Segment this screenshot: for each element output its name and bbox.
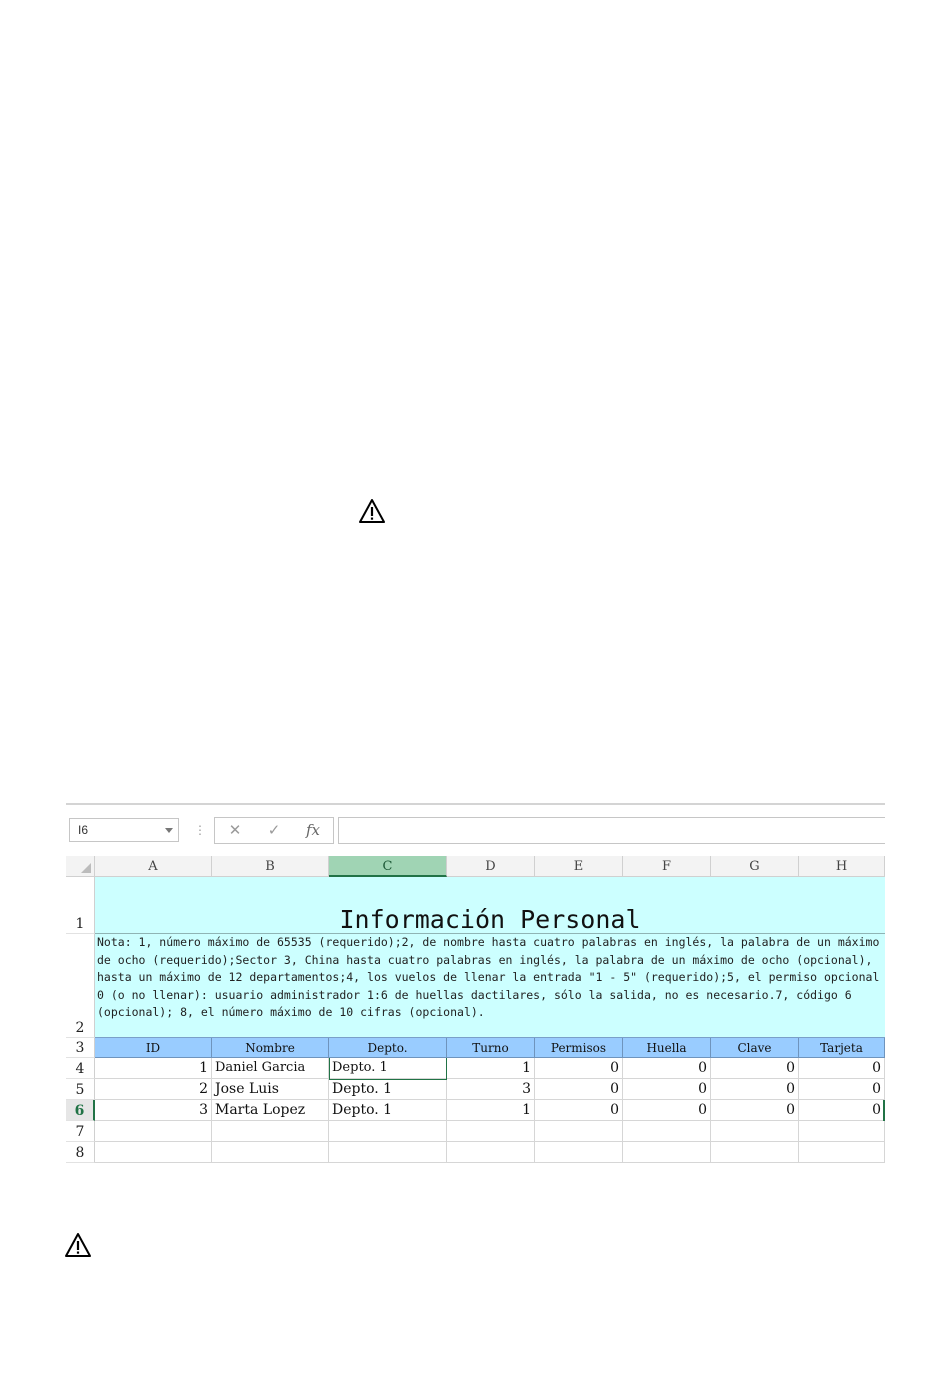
row-header-8[interactable]: [66, 1142, 95, 1163]
chevron-down-icon[interactable]: [165, 828, 173, 833]
cell-nombre[interactable]: Daniel Garcia: [212, 1058, 329, 1079]
row-header-6[interactable]: [66, 1100, 95, 1121]
empty-cell[interactable]: [711, 1142, 799, 1163]
cell-depto[interactable]: Depto. 1: [329, 1079, 447, 1100]
active-cell-edge: [883, 1100, 885, 1121]
cell-turno[interactable]: 1: [447, 1100, 535, 1121]
empty-cell[interactable]: [212, 1121, 329, 1142]
header-cell-nombre[interactable]: Nombre: [212, 1038, 329, 1058]
header-cell-id[interactable]: ID: [95, 1038, 212, 1058]
cell-clave[interactable]: 0: [711, 1058, 799, 1079]
formula-buttons: [214, 817, 334, 844]
empty-cell[interactable]: [329, 1142, 447, 1163]
column-header-c[interactable]: C: [329, 856, 447, 877]
sheet-title-cell[interactable]: Información Personal: [95, 877, 885, 934]
name-box-value: I6: [78, 823, 89, 837]
row-number: 6: [74, 1103, 85, 1119]
cell-clave[interactable]: 0: [711, 1100, 799, 1121]
empty-cell[interactable]: [95, 1121, 212, 1142]
cell-permisos[interactable]: 0: [535, 1100, 623, 1121]
row-header-2[interactable]: [66, 934, 95, 1038]
header-cell-turno[interactable]: Turno: [447, 1038, 535, 1058]
header-cell-clave[interactable]: Clave: [711, 1038, 799, 1058]
column-header-b[interactable]: B: [212, 856, 329, 877]
column-header-d[interactable]: D: [447, 856, 535, 877]
header-cell-depto[interactable]: Depto.: [329, 1038, 447, 1058]
cell-tarjeta[interactable]: 0: [799, 1079, 885, 1100]
formula-input[interactable]: [338, 817, 885, 844]
empty-cell[interactable]: [447, 1142, 535, 1163]
column-header-h[interactable]: H: [799, 856, 885, 877]
warning-icon: [358, 498, 386, 524]
cell-id[interactable]: 3: [95, 1100, 212, 1121]
header-cell-tarjeta[interactable]: Tarjeta: [799, 1038, 885, 1058]
empty-cell[interactable]: [535, 1121, 623, 1142]
column-header-g[interactable]: G: [711, 856, 799, 877]
row-number: 7: [75, 1124, 85, 1140]
ribbon-divider: [66, 803, 885, 805]
row-number: 4: [75, 1061, 85, 1077]
row-number: 5: [75, 1082, 85, 1098]
check-icon[interactable]: ✓: [267, 821, 281, 839]
spreadsheet-screenshot: [66, 803, 885, 1165]
row-header-3[interactable]: [66, 1038, 95, 1058]
cell-depto[interactable]: Depto. 1: [329, 1100, 447, 1121]
cell-turno[interactable]: 3: [447, 1079, 535, 1100]
empty-cell[interactable]: [535, 1142, 623, 1163]
cell-tarjeta[interactable]: 0: [799, 1100, 885, 1121]
cell-id[interactable]: 2: [95, 1079, 212, 1100]
empty-cell[interactable]: [212, 1142, 329, 1163]
cell-permisos[interactable]: 0: [535, 1079, 623, 1100]
cell-id[interactable]: 1: [95, 1058, 212, 1079]
empty-cell[interactable]: [799, 1121, 885, 1142]
row-number: 8: [75, 1145, 85, 1161]
select-all-button[interactable]: [66, 856, 95, 877]
empty-cell[interactable]: [329, 1121, 447, 1142]
row-header-4[interactable]: [66, 1058, 95, 1079]
cell-nombre[interactable]: Jose Luis: [212, 1079, 329, 1100]
formula-bar-grip: ⋮: [194, 823, 206, 837]
cell-permisos[interactable]: 0: [535, 1058, 623, 1079]
warning-icon: [64, 1232, 92, 1258]
cell-huella[interactable]: 0: [623, 1100, 711, 1121]
column-header-f[interactable]: F: [623, 856, 711, 877]
row-header-7[interactable]: [66, 1121, 95, 1142]
cell-turno[interactable]: 1: [447, 1058, 535, 1079]
cell-clave[interactable]: 0: [711, 1079, 799, 1100]
empty-cell[interactable]: [95, 1142, 212, 1163]
cell-huella[interactable]: 0: [623, 1079, 711, 1100]
header-cell-permisos[interactable]: Permisos: [535, 1038, 623, 1058]
row-number: 2: [75, 1020, 85, 1036]
row-number: 1: [75, 916, 85, 932]
note-cell[interactable]: Nota: 1, número máximo de 65535 (requerido);2, de nombre hasta cuatro palabras en inglés, la palabra de un máximo de ocho (requerido);Sector 3, China hasta cuatro palabras en inglés, la palabra de un máximo de ocho (opcional), hasta un máximo de 12 departamentos;4, los vuelos de llenar la entrada "1 - 5" (requerido);5, el permiso opcional 0 (o no llenar): usuario administrador 1:6 de huellas dactilares, sólo la salida, no es necesario.7, código 6 (opcional); 8, el número máximo de 10 cifras (opcional).: [95, 934, 885, 1038]
empty-cell[interactable]: [447, 1121, 535, 1142]
function-icon[interactable]: fx: [305, 821, 320, 839]
empty-cell[interactable]: [623, 1121, 711, 1142]
cell-tarjeta[interactable]: 0: [799, 1058, 885, 1079]
empty-cell[interactable]: [623, 1142, 711, 1163]
row-number: 3: [75, 1040, 85, 1056]
cancel-icon[interactable]: ✕: [228, 821, 242, 839]
cell-nombre[interactable]: Marta Lopez: [212, 1100, 329, 1121]
row-header-1[interactable]: [66, 877, 95, 934]
name-box[interactable]: [69, 818, 179, 842]
column-header-e[interactable]: E: [535, 856, 623, 877]
empty-cell[interactable]: [799, 1142, 885, 1163]
empty-cell[interactable]: [711, 1121, 799, 1142]
cell-huella[interactable]: 0: [623, 1058, 711, 1079]
cell-depto[interactable]: Depto. 1: [329, 1058, 447, 1079]
header-cell-huella[interactable]: Huella: [623, 1038, 711, 1058]
column-header-a[interactable]: A: [95, 856, 212, 877]
row-header-5[interactable]: [66, 1079, 95, 1100]
